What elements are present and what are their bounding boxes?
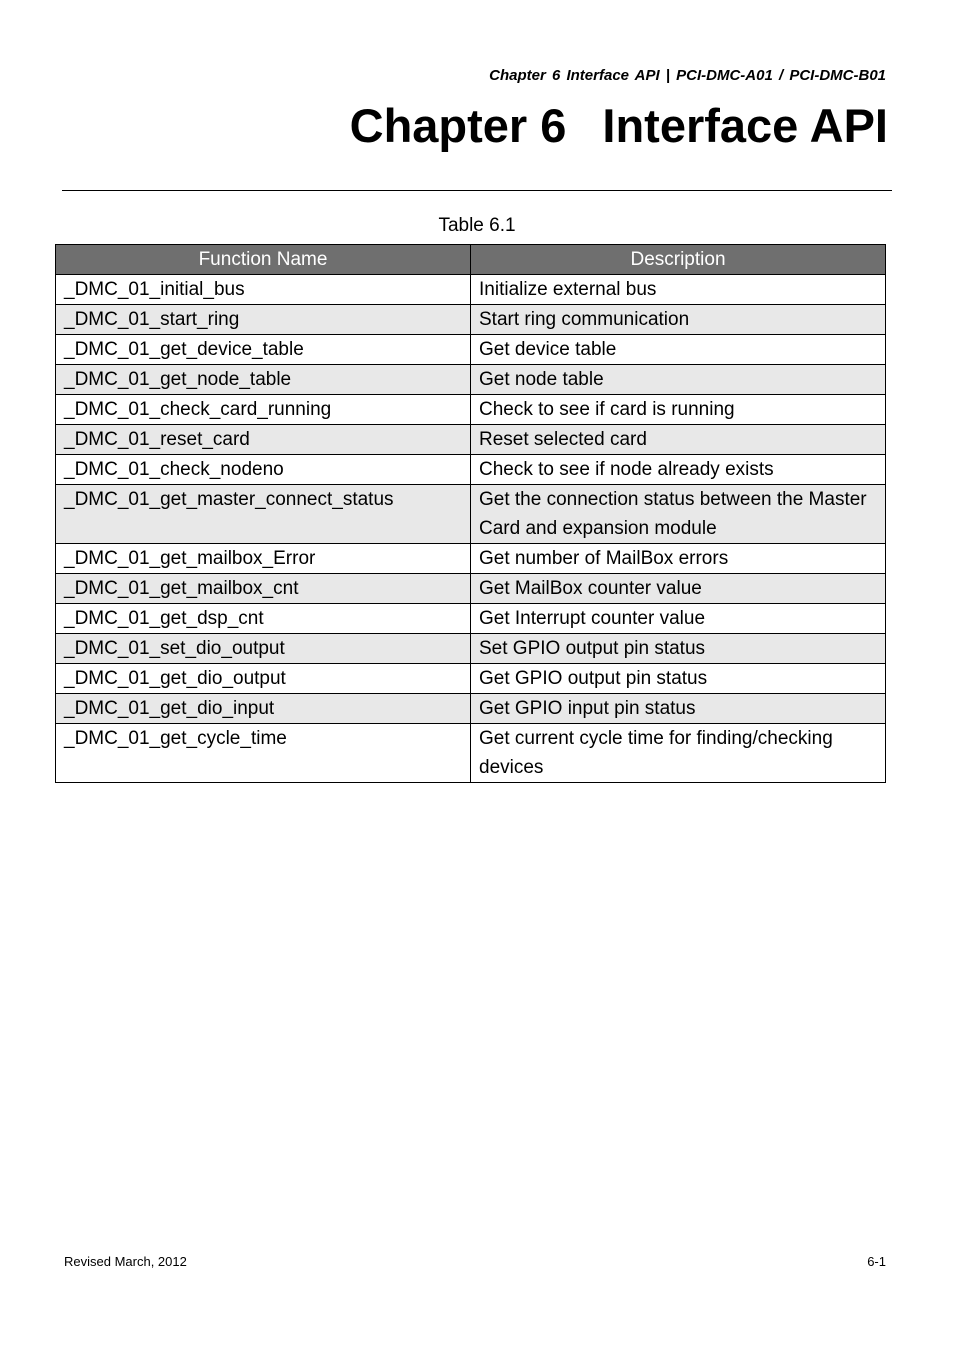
description-cell: Check to see if card is running — [471, 395, 886, 425]
table-row — [56, 604, 886, 634]
table-row — [56, 664, 886, 694]
description-cell: Get GPIO input pin status — [471, 694, 886, 724]
table-caption: Table 6.1 — [438, 215, 516, 236]
function-name-cell: _DMC_01_initial_bus — [56, 275, 471, 305]
function-name-cell: _DMC_01_start_ring — [56, 305, 471, 335]
description-cell: Get node table — [471, 365, 886, 395]
table-row — [56, 305, 886, 335]
table-row — [56, 485, 886, 544]
table-row — [56, 574, 886, 604]
function-name-cell: _DMC_01_get_dio_input — [56, 694, 471, 724]
function-name-cell: _DMC_01_get_node_table — [56, 365, 471, 395]
function-name-cell: _DMC_01_get_cycle_time — [56, 724, 471, 783]
table-row — [56, 395, 886, 425]
function-name-cell: _DMC_01_check_nodeno — [56, 455, 471, 485]
description-cell: Initialize external bus — [471, 275, 886, 305]
table-row — [56, 455, 886, 485]
description-cell: Get MailBox counter value — [471, 574, 886, 604]
description-cell: Get GPIO output pin status — [471, 664, 886, 694]
chapter-name: Interface API — [602, 99, 888, 152]
table-row — [56, 425, 886, 455]
function-name-cell: _DMC_01_get_dsp_cnt — [56, 604, 471, 634]
function-name-cell: _DMC_01_get_dio_output — [56, 664, 471, 694]
description-cell: Get Interrupt counter value — [471, 604, 886, 634]
table-row — [56, 634, 886, 664]
description-cell: Check to see if node already exists — [471, 455, 886, 485]
footer-revision-date: Revised March, 2012 — [64, 1254, 187, 1269]
api-function-table — [55, 244, 886, 783]
description-cell: Set GPIO output pin status — [471, 634, 886, 664]
function-name-cell: _DMC_01_get_master_connect_status — [56, 485, 471, 544]
chapter-title — [350, 96, 888, 156]
column-header-description: Description — [471, 245, 886, 275]
function-name-cell: _DMC_01_get_device_table — [56, 335, 471, 365]
table-row — [56, 335, 886, 365]
chapter-label: Chapter 6 — [349, 99, 567, 152]
table-row — [56, 365, 886, 395]
table-row — [56, 724, 886, 783]
description-cell: Get the connection status between the Master Card and expansion module — [471, 485, 886, 544]
function-name-cell: _DMC_01_check_card_running — [56, 395, 471, 425]
function-name-cell: _DMC_01_get_mailbox_cnt — [56, 574, 471, 604]
footer-page-number: 6-1 — [867, 1254, 886, 1269]
description-cell: Start ring communication — [471, 305, 886, 335]
column-header-function-name: Function Name — [56, 245, 471, 275]
header-divider — [62, 190, 892, 191]
table-row — [56, 544, 886, 574]
description-cell: Reset selected card — [471, 425, 886, 455]
description-cell: Get number of MailBox errors — [471, 544, 886, 574]
table-header-row — [56, 245, 886, 275]
description-cell: Get device table — [471, 335, 886, 365]
description-cell: Get current cycle time for finding/checking devices — [471, 724, 886, 783]
function-name-cell: _DMC_01_get_mailbox_Error — [56, 544, 471, 574]
running-header: Chapter 6 Interface API | PCI-DMC-A01 / PCI-DMC-B01 — [489, 67, 886, 84]
function-name-cell: _DMC_01_set_dio_output — [56, 634, 471, 664]
table-row — [56, 275, 886, 305]
function-name-cell: _DMC_01_reset_card — [56, 425, 471, 455]
table-row — [56, 694, 886, 724]
